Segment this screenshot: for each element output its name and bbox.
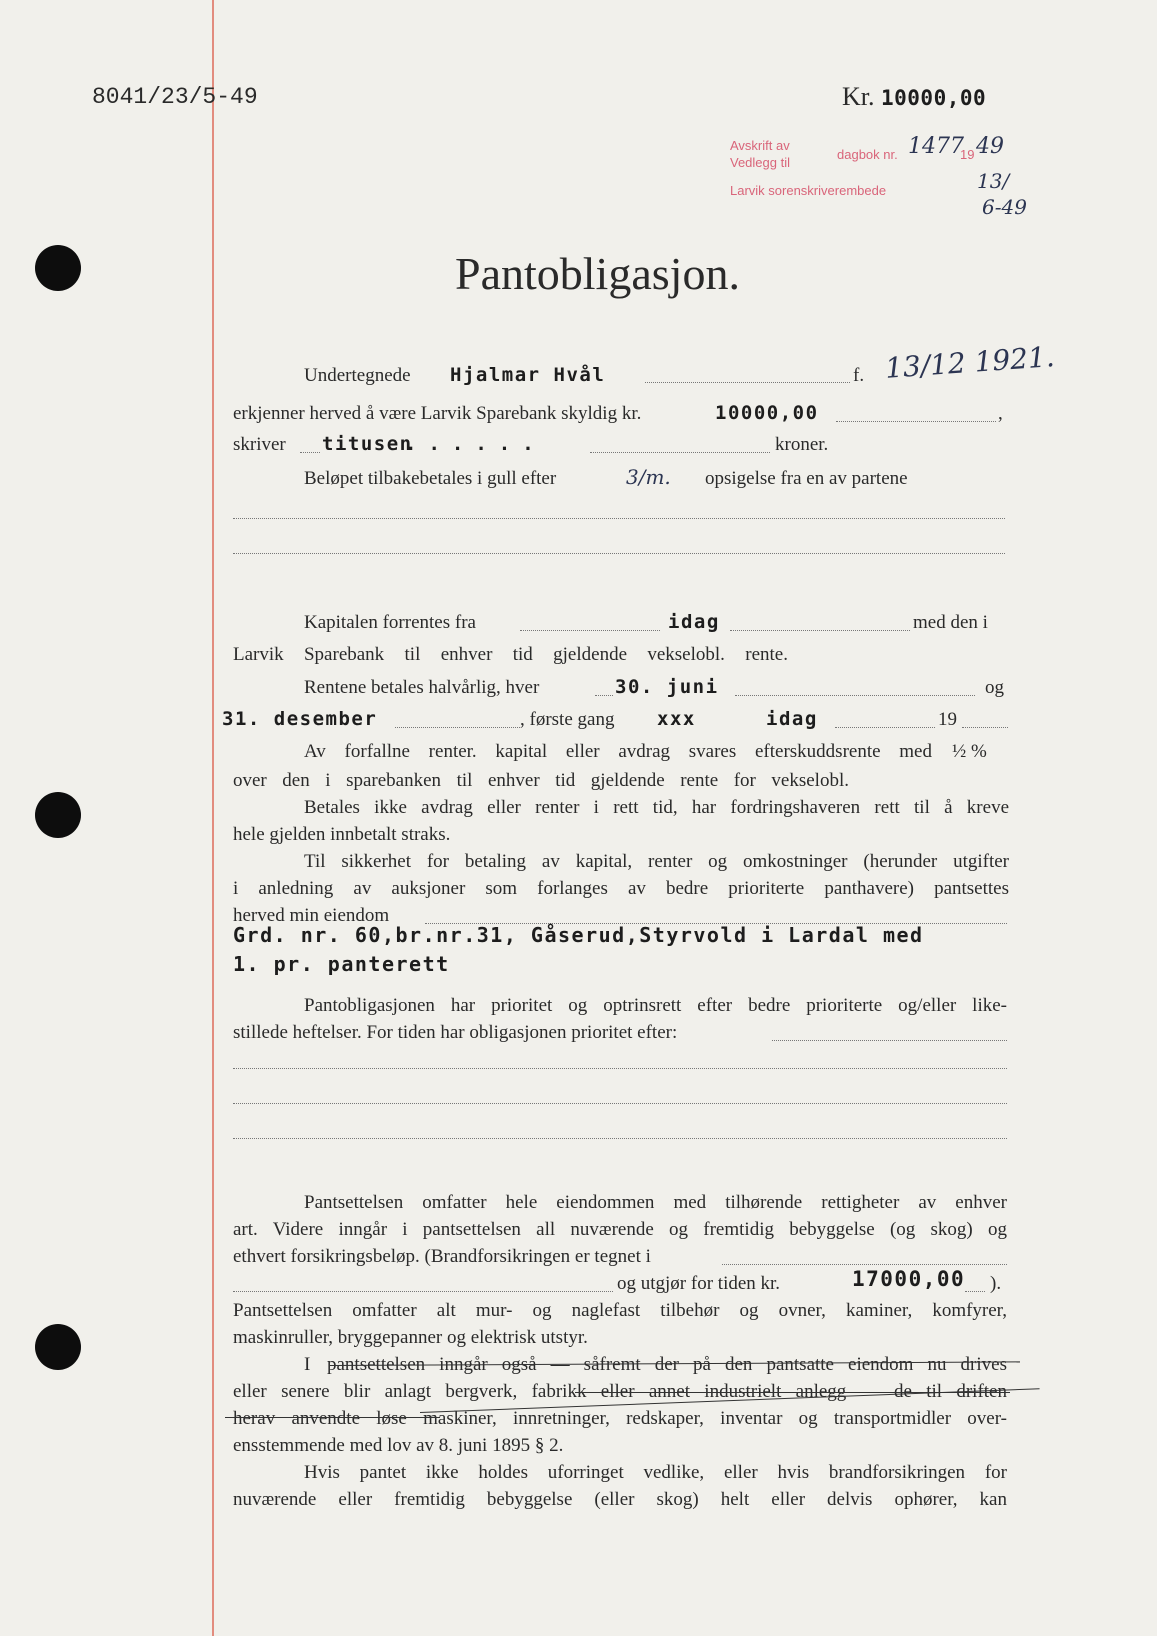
dotted-line: [395, 727, 520, 728]
stamp-year-printed: 19: [960, 147, 975, 162]
omfatter-line-1: Pantsettelsen omfatter hele eiendommen med tilhørende rettigheter av enhver: [304, 1192, 1007, 1213]
dotted-line: [962, 727, 1008, 728]
dotted-line: [836, 421, 996, 422]
dotted-line: [772, 1040, 1007, 1041]
debtor-name: Hjalmar Hvål: [450, 364, 606, 386]
amount-prefix: Kr.: [842, 82, 875, 111]
renter-text: Rentene betales halvårlig, hver: [304, 677, 540, 698]
dotted-line: [300, 452, 320, 453]
prioritet-line-1: Pantobligasjonen har prioritet og optrinsrett efter bedre prioriterte og/eller like-: [304, 995, 1007, 1016]
stamp-date-hand-1: 13/: [977, 169, 1010, 193]
amount-in-words: titusen: [322, 433, 413, 455]
av-line-2: over den i sparebanken til enhver tid gjeldende rente for vekselobl.: [233, 770, 849, 791]
first-payment-date: idag: [766, 708, 818, 730]
struck-line-4: ensstemmende med lov av 8. juni 1895 § 2.: [233, 1435, 564, 1456]
omfatter-line-2: art. Videre inngår i pantsettelsen all nuværende og fremtidig bebyggelse (og skog) og: [233, 1219, 1007, 1240]
struck-line-1: pantsettelsen inngår også — såfremt der på den pantsatte eiendom nu drives: [327, 1354, 1007, 1375]
skriver-label: skriver: [233, 434, 286, 455]
debt-amount: 10000,00: [715, 402, 819, 424]
first-payment-crossed: xxx: [657, 708, 696, 730]
dotted-line: [233, 1068, 1007, 1069]
omfatter-line-4b: ).: [990, 1273, 1002, 1294]
dotted-line: [233, 518, 1005, 519]
interest-date-2: 31. desember: [222, 708, 378, 730]
dotted-line: [233, 1103, 1007, 1104]
dotted-line: [735, 695, 975, 696]
document-reference: 8041/23/5-49: [92, 84, 258, 110]
belopet-rest: opsigelse fra en av partene: [705, 468, 908, 489]
stamp-year-hand: 49: [976, 134, 1004, 159]
betales-line-1: Betales ikke avdrag eller renter i rett tid, har fordringshaveren rett til å kreve: [304, 797, 1009, 818]
strikethrough-line: [225, 1417, 440, 1418]
kapital-text: Kapitalen forrentes fra: [304, 612, 476, 633]
document-title: Pantobligasjon.: [455, 248, 740, 299]
stamp-dagbok-label: dagbok nr.: [837, 147, 898, 162]
mur-line-2: maskinruller, bryggepanner og elektrisk utstyr.: [233, 1327, 588, 1348]
erkjenner-text: erkjenner herved å være Larvik Sparebank skyldig kr.: [233, 403, 642, 424]
interest-from-date: idag: [668, 611, 720, 633]
forste-gang-label: , første gang: [520, 709, 615, 730]
stamp-line-3: Larvik sorenskriverembede: [730, 183, 887, 198]
av-line-1: Av forfallne renter. kapital eller avdrag svares efterskuddsrente med: [304, 741, 932, 762]
property-line-2: 1. pr. panterett: [233, 952, 450, 976]
omfatter-line-3: ethvert forsikringsbeløp. (Brandforsikringen er tegnet i: [233, 1246, 651, 1267]
hvis-line-1: Hvis pantet ikke holdes uforringet vedlike, eller hvis brandforsikringen for: [304, 1462, 1007, 1483]
dotted-line: [722, 1264, 1007, 1265]
year-label: 19: [938, 709, 957, 730]
amount-value: 10000,00: [881, 86, 987, 110]
erkjenner-comma: ,: [998, 403, 1003, 424]
punch-hole: [35, 1324, 81, 1370]
og-label: og: [985, 677, 1004, 698]
dotted-line: [835, 727, 935, 728]
dotted-line: [233, 553, 1005, 554]
dotted-line: [233, 1291, 613, 1292]
hvis-line-2: nuværende eller fremtidig bebyggelse (eller skog) helt eller delvis ophører, kan: [233, 1489, 1007, 1510]
stamp-line-2: Vedlegg til: [730, 155, 790, 170]
notice-months: 3/m.: [626, 465, 671, 489]
birth-date-hand: 13/12 1921.: [884, 340, 1056, 385]
interest-rate: ½ %: [952, 741, 987, 762]
til-line-3: herved min eiendom: [233, 905, 390, 926]
kapital-line-2: Larvik Sparebank til enhver tid gjeldende vekselobl. rente.: [233, 644, 788, 665]
til-line-2: i anledning av auksjoner som forlanges av bedre prioriterte panthavere) pantsettes: [233, 878, 1009, 899]
undertegnede-label: Undertegnede: [304, 365, 411, 386]
stamp-date-hand-2: 6-49: [982, 195, 1027, 219]
betales-line-2: hele gjelden innbetalt straks.: [233, 824, 451, 845]
struck-i: I: [304, 1354, 311, 1375]
belopet-text: Beløpet tilbakebetales i gull efter: [304, 468, 557, 489]
dotted-line: [590, 452, 770, 453]
stamp-line-1: Avskrift av: [730, 138, 790, 153]
til-line-1: Til sikkerhet for betaling av kapital, renter og omkostninger (herunder utgifter: [304, 851, 1009, 872]
dotted-line: [595, 695, 613, 696]
amount-header: [842, 82, 987, 111]
struck-line-3: herav anvendte løse maskiner, innretninger, redskaper, inventar og transportmidler over-: [233, 1408, 1007, 1429]
mur-line-1: Pantsettelsen omfatter alt mur- og naglefast tilbehør og ovner, kaminer, komfyrer,: [233, 1300, 1007, 1321]
kapital-rest: med den i: [913, 612, 988, 633]
red-margin-line: [212, 0, 214, 1636]
stamp-dagbok-number: 1477: [908, 134, 964, 159]
dotted-line: [965, 1291, 985, 1292]
punch-hole: [35, 792, 81, 838]
dotted-line: [233, 1138, 1007, 1139]
struck-line-2: eller senere blir anlagt bergverk, fabrikk eller annet industrielt anlegg — de til driften: [233, 1381, 1007, 1402]
property-line-1: Grd. nr. 60,br.nr.31, Gåserud,Styrvold i Lardal med: [233, 923, 924, 947]
dotted-line: [730, 630, 910, 631]
omfatter-line-4a: og utgjør for tiden kr.: [617, 1273, 781, 1294]
dotted-line: [520, 630, 660, 631]
f-label: f.: [853, 365, 865, 386]
insurance-amount: 17000,00: [852, 1267, 966, 1291]
kroner-label: kroner.: [775, 434, 829, 455]
dotted-line: [645, 382, 850, 383]
prioritet-line-2: stillede heftelser. For tiden har obligasjonen prioritet efter:: [233, 1022, 678, 1043]
interest-date-1: 30. juni: [615, 676, 719, 698]
amount-filler: ......: [405, 433, 546, 455]
punch-hole: [35, 245, 81, 291]
